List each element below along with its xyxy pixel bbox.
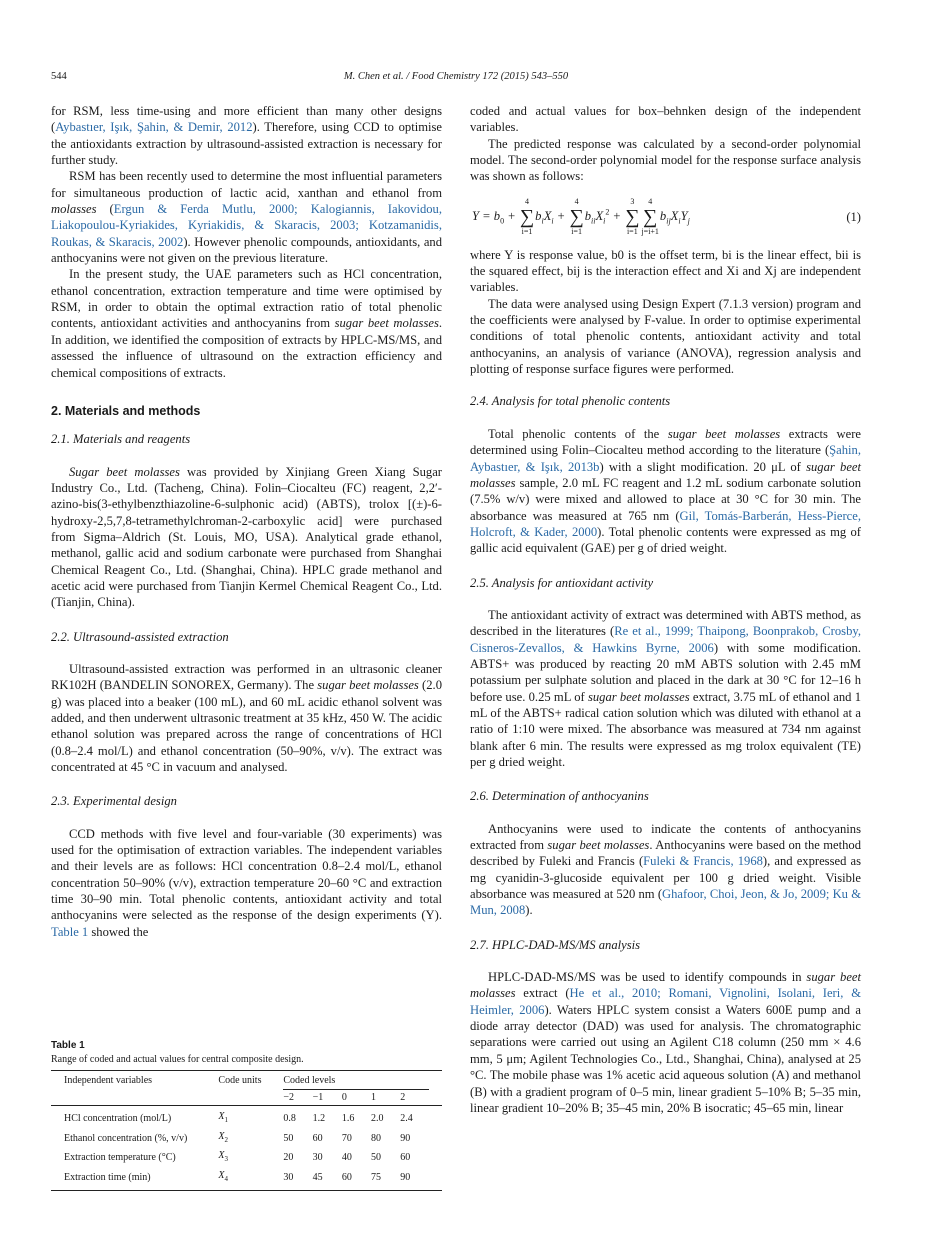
table-row: Ethanol concentration (%, v/v) $X_2$ 50 60 70 80 90 <box>64 1130 411 1144</box>
citation-link[interactable]: Fuleki & Francis, 1968 <box>643 854 763 869</box>
left-column <box>51 103 442 940</box>
level-header: 1 <box>371 1091 377 1103</box>
table-row: HCl concentration (mol/L) $X_1$ 0.8 1.2 1.6 2.0 2.4 <box>51 1106 442 1129</box>
materials-paragraph: Sugar beet molasses was provided by Xinjiang Green Xiang Sugar Industry Co., Ltd. (Tacheng, China). Folin–Ciocalteu (FC) reagent, 2,2′-azino-bis(3-ethylbenzthiazoline-6-sulphonic acid) (ABTS), trolox [(±)-6-hydroxy-2,5,7,8-tetramethylchroman-2-carboxylic acid] were purchased from Sigma–Aldrich (St. Louis, MO, USA). Analytical grade ethanol, methanol, gallic acid and sodium carbonate were purchased from Shanghai Chemical Reagent Co., Ltd. (Shanghai, China). HPLC grade methanol and acetic acid were purchased from Tianjin Kermel Chemical Reagent Co., Ltd. (Tianjin, China). <box>51 464 443 610</box>
header-variables: Independent variables <box>51 1071 218 1090</box>
level-header: −1 <box>312 1091 324 1103</box>
hplc-paragraph: HPLC-DAD-MS/MS was be used to identify compounds in sugar beet molasses extract (He et al., 2010; Romani, Vignolini, Isolani, Ieri, & Heimler, 2006). Waters HPLC system consist a Waters 600E pump and a diode array detector (DAD) was used for analysis. The chromatographic separations were carried out using an Agilent C18 column (250 mm × 4.6 mm, 5 μm; Agilent Technologies Co., Ltd., Shanghai, China), analysed at 25 °C. The mobile phase was 1% acetic acid aqueous solution (A) and methanol (B) with a gradient program of 0–5 min, linear gradient 5–10% B; 5–35 min, linear gradient 10–20% B; 35–45 min, 20% B isocratic; 45–65 min, linear <box>470 970 861 1115</box>
level-header: 0 <box>341 1091 347 1103</box>
equation-1: $Y = b_0$ + 4 ∑ i=1 $b_iX_i$ + 4 ∑ i=1 $b_{ii}X_i^2$ + 3 ∑ i=1 4 ∑ j=i+1 $b_{ij}X_iY_j$ (1) <box>472 196 861 236</box>
header-coded-levels: Coded levels <box>283 1071 429 1090</box>
citation-link[interactable]: Aybastıer, Işık, Şahin, & Demir, 2012 <box>55 120 253 135</box>
page-number: 544 <box>51 71 67 82</box>
intro-paragraph-3: In the present study, the UAE parameters such as HCl concentration, ethanol concentration, extraction temperature and time were optimised by RSM, in order to obtain the optimal extraction ratio of total phenolic contents, antioxidant activities and anthocyanins from sugar beet molasses. In addition, we identified the composition of extracts by HPLC-MS/MS, and assessed the influence of ultrasound on the extraction efficiency and chemical compositions of extracts. <box>51 267 442 380</box>
phenolic-paragraph: Total phenolic contents of the sugar beet molasses extracts were determined using Folin–Ciocalteu method according to the literature (Şahin, Aybastıer, & Işık, 2013b) with a slight modification. 20 μL of sugar beet molasses sample, 2.0 mL FC reagent and 1.2 mL sodium carbonate solution (7.5% w/v) were mixed and allowed to place at 30 °C for 30 min. The absorbance was measured at 765 nm (Gil, Tomás-Barberán, Hess-Pierce, Holcroft, & Kader, 2000). Total phenolic contents were expressed as mg of gallic acid equivalent (GAE) per g of dried weight. <box>470 426 862 556</box>
right-column <box>470 103 861 1116</box>
level-header: 2 <box>400 1091 406 1103</box>
table-row: Extraction temperature (°C) $X_3$ 20 30 40 50 60 <box>64 1150 411 1163</box>
equation-number: (1) <box>846 209 861 224</box>
design-continuation: coded and actual values for box–behnken design of the independent variables. <box>470 104 861 135</box>
intro-paragraph-1: for RSM, less time-using and more efficient than many other designs (Aybastıer, Işık, Şahin, & Demir, 2012). Therefore, using CCD to optimise the antioxidants extraction by ultrasound-assisted extraction is necessary for further study. <box>51 104 442 168</box>
variables-definition: where Y is response value, b0 is the offset term, bi is the linear effect, bii is the squared effect, bij is the interaction effect and Xi and Xj are independent variables. <box>470 247 861 295</box>
subsection-heading: 2.2. Ultrasound-assisted extraction <box>51 629 229 644</box>
citation-link[interactable]: Ergun & Ferda Mutlu, 2000; Kalogiannis, Iakovidou, Liakopoulou-Kyriakides, Kyriakidis, & Skaracis, 2003; Kotzamanidis, Roukas, & Skaracis, 2002 <box>51 202 442 249</box>
table-caption: Table 1 <box>51 1040 85 1051</box>
section-heading: 2. Materials and methods <box>51 403 201 418</box>
journal-citation: M. Chen et al. / Food Chemistry 172 (2015) 543–550 <box>343 71 569 82</box>
subsection-heading: 2.6. Determination of anthocyanins <box>470 789 649 804</box>
table-subtitle: Range of coded and actual values for central composite design. <box>51 1053 304 1065</box>
table-link[interactable]: Table 1 <box>51 924 89 939</box>
citation-link[interactable]: Ghafoor, Choi, Jeon, & Jo, 2009; Ku & Mun, 2008 <box>470 887 861 918</box>
anthocyanin-paragraph: Anthocyanins were used to indicate the contents of anthocyanins extracted from sugar beet molasses. Anthocyanins were based on the method described by Fuleki and Francis (Fuleki & Francis, 1968), and expressed as mg cyanidin-3-glucoside equivalent per 100 g dried weight. Visible absorbance was measured at 520 nm (Ghafoor, Choi, Jeon, & Jo, 2009; Ku & Mun, 2008). <box>470 821 861 918</box>
antioxidant-paragraph: The antioxidant activity of extract was determined with ABTS method, as described in the literatures (Re et al., 1999; Thaipong, Boonprakob, Crosby, Cisneros-Zevallos, & Hawkins Byrne, 2006) with some modification. ABTS+ was produced by reacting 20 mM ABTS solution with 2.45 mM potassium per sulphate solution and placed in the dark at 30 °C for 12–16 h before use. 0.25 mL of sugar beet molasses extract, 3.75 mL of ethanol and 1 mL of the ABTS+ radical cation solution which was diluted with ethanol at a ratio of 1:10 were mixed. The absorbance was measured at 734 nm against blank after 6 min. The results were expressed as mg trolox equivalent (TE) per g dried weight. <box>470 607 862 769</box>
subsection-heading: 2.5. Analysis for antioxidant activity <box>470 575 654 590</box>
uae-paragraph: Ultrasound-assisted extraction was performed in an ultrasonic cleaner RK102H (BANDELIN SONOREX, Germany). The sugar beet molasses (2.0 g) was placed into a beaker (100 mL), and 60 mL acidic ethanol solvent was added, and then underwent ultrasonic treatment at 35 kHz, 450 W. The acidic ethanol solution was prepared across the range of concentrations of HCl (0.8–2.4 mol/L) and ethanol concentration (50–90%, v/v). The extract was concentrated at 45 °C in vacuum and analysed. <box>51 661 442 775</box>
analysis-paragraph: The data were analysed using Design Expert (7.1.3 version) program and the coefficients were analysed by F-value. In order to optimise experimental conditions of total phenolic contents, antioxidant activity and total anthocyanins, an analysis of variance (ANOVA), regression analysis and plotting of response surface figures were performed. <box>470 296 861 377</box>
model-paragraph: The predicted response was calculated by a second-order polynomial model. The second-order polynomial model for the response surface analysis was shown as follows: <box>470 136 861 184</box>
citation-link[interactable]: Şahin, Aybastıer, & Işık, 2013b <box>470 443 861 474</box>
citation-link[interactable]: Re et al., 1999; Thaipong, Boonprakob, Crosby, Cisneros-Zevallos, & Hawkins Byrne, 2006 <box>470 624 861 655</box>
running-header <box>51 71 861 87</box>
subsection-heading: 2.1. Materials and reagents <box>51 432 191 447</box>
citation-link[interactable]: Gil, Tomás-Barberán, Hess-Pierce, Holcroft, & Kader, 2000 <box>470 508 861 539</box>
level-header: −2 <box>283 1091 295 1103</box>
intro-paragraph-2: RSM has been recently used to determine the most influential parameters for simultaneous production of lactic acid, xanthan and ethanol from molasses (Ergun & Ferda Mutlu, 2000; Kalogiannis, Iakovidou, Liakopoulou-Kyriakides, Kyriakidis, & Skaracis, 2003; Kotzamanidis, Roukas, & Skaracis, 2002). However phenolic compounds, antioxidants, and anthocyanins were not given on the previous literature. <box>51 169 443 266</box>
table-row: Extraction time (min) $X_4$ 30 45 60 75 90 <box>51 1168 442 1191</box>
design-paragraph: CCD methods with five level and four-variable (30 experiments) was used for the optimisation of extraction variables. The independent variables and their levels are as follows: HCl concentration 0.8–2.4 mol/L, ethanol concentration 50–90% (v/v), extraction temperature 20–60 °C and extraction time 30–90 min. Total phenolic contents, antioxidant activity and total anthocyanins were selected as the response of the design experiments (Y). Table 1 showed the <box>51 826 442 939</box>
subsection-heading: 2.7. HPLC-DAD-MS/MS analysis <box>470 937 641 952</box>
header-code-units: Code units <box>218 1071 283 1090</box>
table-1 <box>51 1039 442 1191</box>
citation-link[interactable]: He et al., 2010; Romani, Vignolini, Isolani, Ieri, & Heimler, 2006 <box>470 986 861 1017</box>
subsection-heading: 2.3. Experimental design <box>51 794 177 809</box>
subsection-heading: 2.4. Analysis for total phenolic contents <box>470 394 671 409</box>
